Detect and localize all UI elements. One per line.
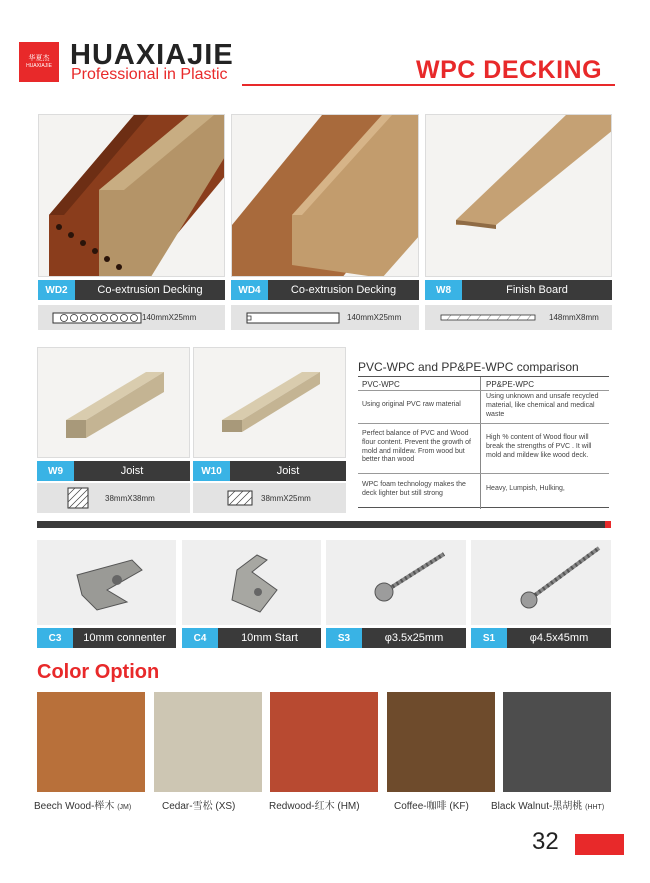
- comparison-cell: Using unknown and unsafe recycled material, like chemical and medical waste: [486, 393, 599, 418]
- column-divider: [480, 377, 481, 509]
- swatch-beech-wood: [37, 692, 145, 792]
- swatch-redwood: [270, 692, 378, 792]
- swatch-label-beech-wood: [34, 797, 131, 812]
- swatch-name: Redwood-红木: [269, 801, 335, 812]
- profile-w9-icon: [67, 487, 89, 509]
- swatch-code: (JM): [117, 804, 132, 811]
- spec-wd2: [38, 305, 225, 330]
- spec-w8: [425, 305, 612, 330]
- accessory-code: S3: [326, 628, 362, 648]
- swatch-code: (KF): [449, 801, 469, 812]
- page-number: 32: [532, 828, 559, 855]
- swatch-name: Beech Wood-榉木: [34, 801, 115, 812]
- logo-subtext: HUAXIAJIE: [26, 63, 52, 70]
- swatch-name: Coffee-咖啡: [394, 801, 447, 812]
- comparison-cell: Heavy, Lumpish, Hulking,: [486, 485, 565, 492]
- product-size: 148mmX8mm: [549, 313, 599, 322]
- swatch-cedar: [154, 692, 262, 792]
- comparison-cell: Using original PVC raw material: [362, 401, 461, 408]
- product-bar-wd4: [231, 280, 419, 300]
- accessory-bar-c4: [182, 628, 321, 648]
- row-divider: [358, 423, 609, 424]
- product-code: W9: [37, 461, 74, 481]
- product-name: Joist: [230, 461, 346, 481]
- swatch-name: Black Walnut-黑胡桃: [491, 801, 583, 812]
- comparison-cell: High % content of Wood flour will break the strengths of PVC . It will mold and mildew like wood deck.: [486, 434, 592, 459]
- comparison-table: [358, 376, 609, 508]
- product-bar-w8: [425, 280, 612, 300]
- row-divider: [358, 390, 609, 391]
- swatch-black-walnut: [503, 692, 611, 792]
- photo-s3: [326, 540, 466, 625]
- comparison-cell: WPC foam technology makes the deck lighter but still strong: [362, 481, 466, 497]
- accessory-name: φ4.5x45mm: [507, 628, 611, 648]
- title-underline: [242, 84, 615, 86]
- accessory-name: 10mm connenter: [73, 628, 176, 648]
- product-code: W8: [425, 280, 462, 300]
- product-bar-wd2: [38, 280, 225, 300]
- brand-slogan: Professional in Plastic: [71, 66, 228, 83]
- product-bar-w10: [193, 461, 346, 481]
- swatch-label-black-walnut: [491, 797, 604, 812]
- product-code: W10: [193, 461, 230, 481]
- swatch-code: (HHT): [585, 804, 605, 811]
- swatch-code: (HM): [337, 801, 360, 812]
- product-size: 140mmX25mm: [142, 313, 197, 322]
- accessory-bar-c3: [37, 628, 176, 648]
- photo-w8: [425, 114, 612, 277]
- swatch-label-redwood: [269, 797, 360, 812]
- product-size: 38mmX25mm: [261, 493, 311, 503]
- comparison-cell: Perfect balance of PVC and Wood flour content. Prevent the growth of mold and mildew. From wood but better than wood: [362, 430, 471, 464]
- profile-wd2-icon: [52, 311, 152, 325]
- spec-w9: [37, 483, 190, 513]
- photo-w10: [193, 347, 346, 458]
- brand-name: HUAXIAJIE: [70, 39, 234, 71]
- row-divider: [358, 473, 609, 474]
- accessory-code: C4: [182, 628, 218, 648]
- product-name: Joist: [74, 461, 190, 481]
- photo-c4: [182, 540, 321, 625]
- accessory-bar-s3: [326, 628, 466, 648]
- comparison-header-pvc: PVC-WPC: [362, 380, 400, 389]
- swatch-coffee: [387, 692, 495, 792]
- swatch-code: (XS): [215, 801, 236, 812]
- page-title: WPC DECKING: [416, 56, 603, 84]
- logo-text: 华夏杰: [28, 54, 50, 62]
- accessory-bar-s1: [471, 628, 611, 648]
- product-size: 38mmX38mm: [105, 493, 155, 503]
- spec-wd4: [231, 305, 419, 330]
- accessory-code: C3: [37, 628, 73, 648]
- product-size: 140mmX25mm: [347, 313, 402, 322]
- swatch-name: Cedar-雪松: [162, 801, 213, 812]
- comparison-header-pppe: PP&PE-WPC: [486, 380, 535, 389]
- photo-c3: [37, 540, 176, 625]
- section-divider: [37, 521, 611, 528]
- color-option-title: Color Option: [37, 661, 160, 683]
- photo-w9: [37, 347, 190, 458]
- comparison-title: PVC-WPC and PP&PE-WPC comparison: [358, 360, 579, 374]
- photo-s1: [471, 540, 611, 625]
- page-accent-bar: [575, 834, 624, 855]
- spec-w10: [193, 483, 346, 513]
- product-name: Co-extrusion Decking: [75, 280, 225, 300]
- accessory-name: φ3.5x25mm: [362, 628, 466, 648]
- profile-wd4-icon: [245, 310, 343, 326]
- profile-w8-icon: [439, 313, 539, 323]
- swatch-label-cedar: [162, 797, 235, 812]
- profile-w10-icon: [227, 490, 253, 506]
- accessory-code: S1: [471, 628, 507, 648]
- photo-wd4: [231, 114, 419, 277]
- product-name: Co-extrusion Decking: [268, 280, 419, 300]
- accessory-name: 10mm Start: [218, 628, 321, 648]
- product-code: WD4: [231, 280, 268, 300]
- product-name: Finish Board: [462, 280, 612, 300]
- product-bar-w9: [37, 461, 190, 481]
- swatch-label-coffee: [394, 797, 469, 812]
- product-code: WD2: [38, 280, 75, 300]
- photo-wd2: [38, 114, 225, 277]
- logo-badge: [19, 42, 59, 82]
